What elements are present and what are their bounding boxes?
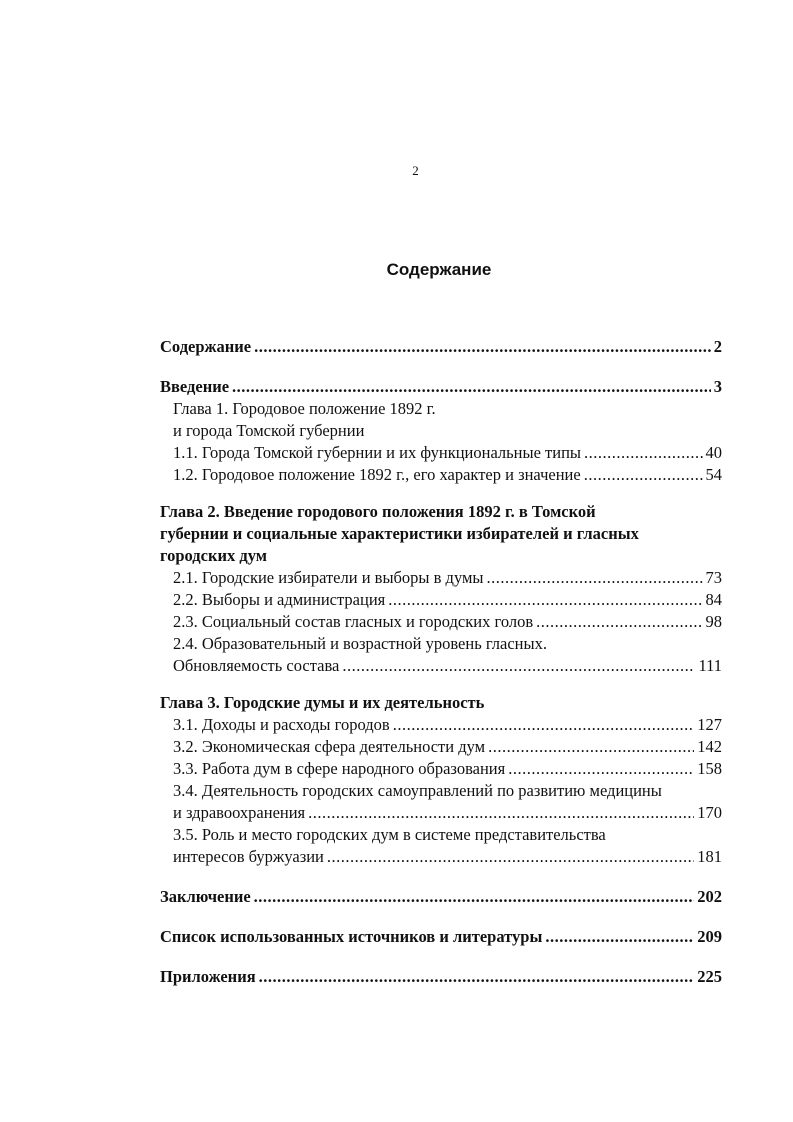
toc-entry-label: Обновляемость состава	[173, 656, 340, 675]
table-of-contents	[160, 336, 722, 988]
dot-leader	[342, 655, 695, 677]
toc-entry-2-4-line-1[interactable]: 2.4. Образовательный и возрастной уровень гласных.	[173, 634, 547, 653]
page-title: Содержание	[386, 260, 492, 279]
dot-leader	[232, 376, 711, 398]
toc-entry-page: 3	[713, 377, 722, 396]
toc-entry-3-5-line-1[interactable]: 3.5. Роль и место городских дум в системе представительства	[173, 825, 606, 844]
toc-entry-page: 202	[697, 887, 722, 906]
dot-leader	[584, 464, 703, 486]
toc-entry-label: 1.1. Города Томской губернии и их функциональные типы	[173, 443, 581, 462]
page-number: 2	[412, 163, 419, 178]
toc-entry-label: 2.3. Социальный состав гласных и городских голов	[173, 612, 534, 631]
toc-entry-label: Приложения	[160, 967, 256, 986]
toc-entry-page: 98	[705, 612, 722, 631]
toc-entry-2-3[interactable]	[160, 611, 722, 633]
dot-leader	[393, 714, 695, 736]
chapter-1-title-line-2: и города Томской губернии	[173, 421, 365, 440]
toc-entry-page: 142	[697, 737, 722, 756]
toc-entry-3-3[interactable]	[160, 758, 722, 780]
toc-entry-page: 209	[697, 927, 722, 946]
dot-leader	[254, 886, 695, 908]
toc-entry-page: 40	[705, 443, 722, 462]
toc-entry-page: 84	[705, 590, 722, 609]
toc-entry-label: Введение	[160, 377, 230, 396]
toc-entry-3-1[interactable]	[160, 714, 722, 736]
toc-entry-label: 3.1. Доходы и расходы городов	[173, 715, 390, 734]
toc-entry-label: 1.2. Городовое положение 1892 г., его характер и значение	[173, 465, 581, 484]
toc-entry-3-4-line-1[interactable]: 3.4. Деятельность городских самоуправлений по развитию медицины	[173, 781, 662, 800]
toc-entry-label: Заключение	[160, 887, 251, 906]
toc-entry-2-1[interactable]	[160, 567, 722, 589]
dot-leader	[308, 802, 694, 824]
toc-entry-page: 2	[713, 337, 722, 356]
toc-entry-label: и здравоохранения	[173, 803, 306, 822]
chapter-2-title-line-2: губернии и социальные характеристики избирателей и гласных	[160, 524, 639, 543]
toc-entry-2-4[interactable]	[160, 655, 722, 677]
dot-leader	[545, 926, 694, 948]
dot-leader	[584, 442, 703, 464]
dot-leader	[487, 567, 703, 589]
toc-entry-label: Список использованных источников и литературы	[160, 927, 543, 946]
dot-leader	[508, 758, 694, 780]
chapter-3-title: Глава 3. Городские думы и их деятельность	[160, 693, 485, 712]
toc-entry-page: 127	[697, 715, 722, 734]
toc-entry-page: 54	[705, 465, 722, 484]
toc-entry-conclusion[interactable]	[160, 886, 722, 908]
toc-entry-1-2[interactable]	[160, 464, 722, 486]
toc-entry-3-2[interactable]	[160, 736, 722, 758]
toc-entry-label: интересов буржуазии	[173, 847, 324, 866]
toc-entry-3-4[interactable]	[160, 802, 722, 824]
dot-leader	[388, 589, 702, 611]
dot-leader	[327, 846, 694, 868]
toc-entry-intro[interactable]	[160, 376, 722, 398]
toc-entry-label: 2.1. Городские избиратели и выборы в думы	[173, 568, 484, 587]
toc-entry-label: 3.2. Экономическая сфера деятельности дум	[173, 737, 486, 756]
dot-leader	[254, 336, 711, 358]
chapter-2-title-line-1: Глава 2. Введение городового положения 1892 г. в Томской	[160, 502, 596, 521]
toc-entry-page: 73	[705, 568, 722, 587]
chapter-1-title-line-1: Глава 1. Городовое положение 1892 г.	[173, 399, 436, 418]
dot-leader	[536, 611, 702, 633]
toc-entry-appendix[interactable]	[160, 966, 722, 988]
toc-entry-2-2[interactable]	[160, 589, 722, 611]
chapter-2-title-line-3: городских дум	[160, 546, 267, 565]
toc-entry-page: 225	[697, 967, 722, 986]
toc-entry-page: 111	[698, 656, 722, 675]
toc-entry-sources[interactable]	[160, 926, 722, 948]
toc-entry-1-1[interactable]	[160, 442, 722, 464]
toc-entry-3-5[interactable]	[160, 846, 722, 868]
toc-entry-label: Содержание	[160, 337, 252, 356]
toc-entry-page: 158	[697, 759, 722, 778]
toc-entry-page: 181	[697, 847, 722, 866]
toc-entry-page: 170	[697, 803, 722, 822]
dot-leader	[488, 736, 694, 758]
toc-entry-label: 2.2. Выборы и администрация	[173, 590, 386, 609]
dot-leader	[259, 966, 695, 988]
toc-entry-label: 3.3. Работа дум в сфере народного образования	[173, 759, 506, 778]
toc-entry-contents[interactable]	[160, 336, 722, 358]
